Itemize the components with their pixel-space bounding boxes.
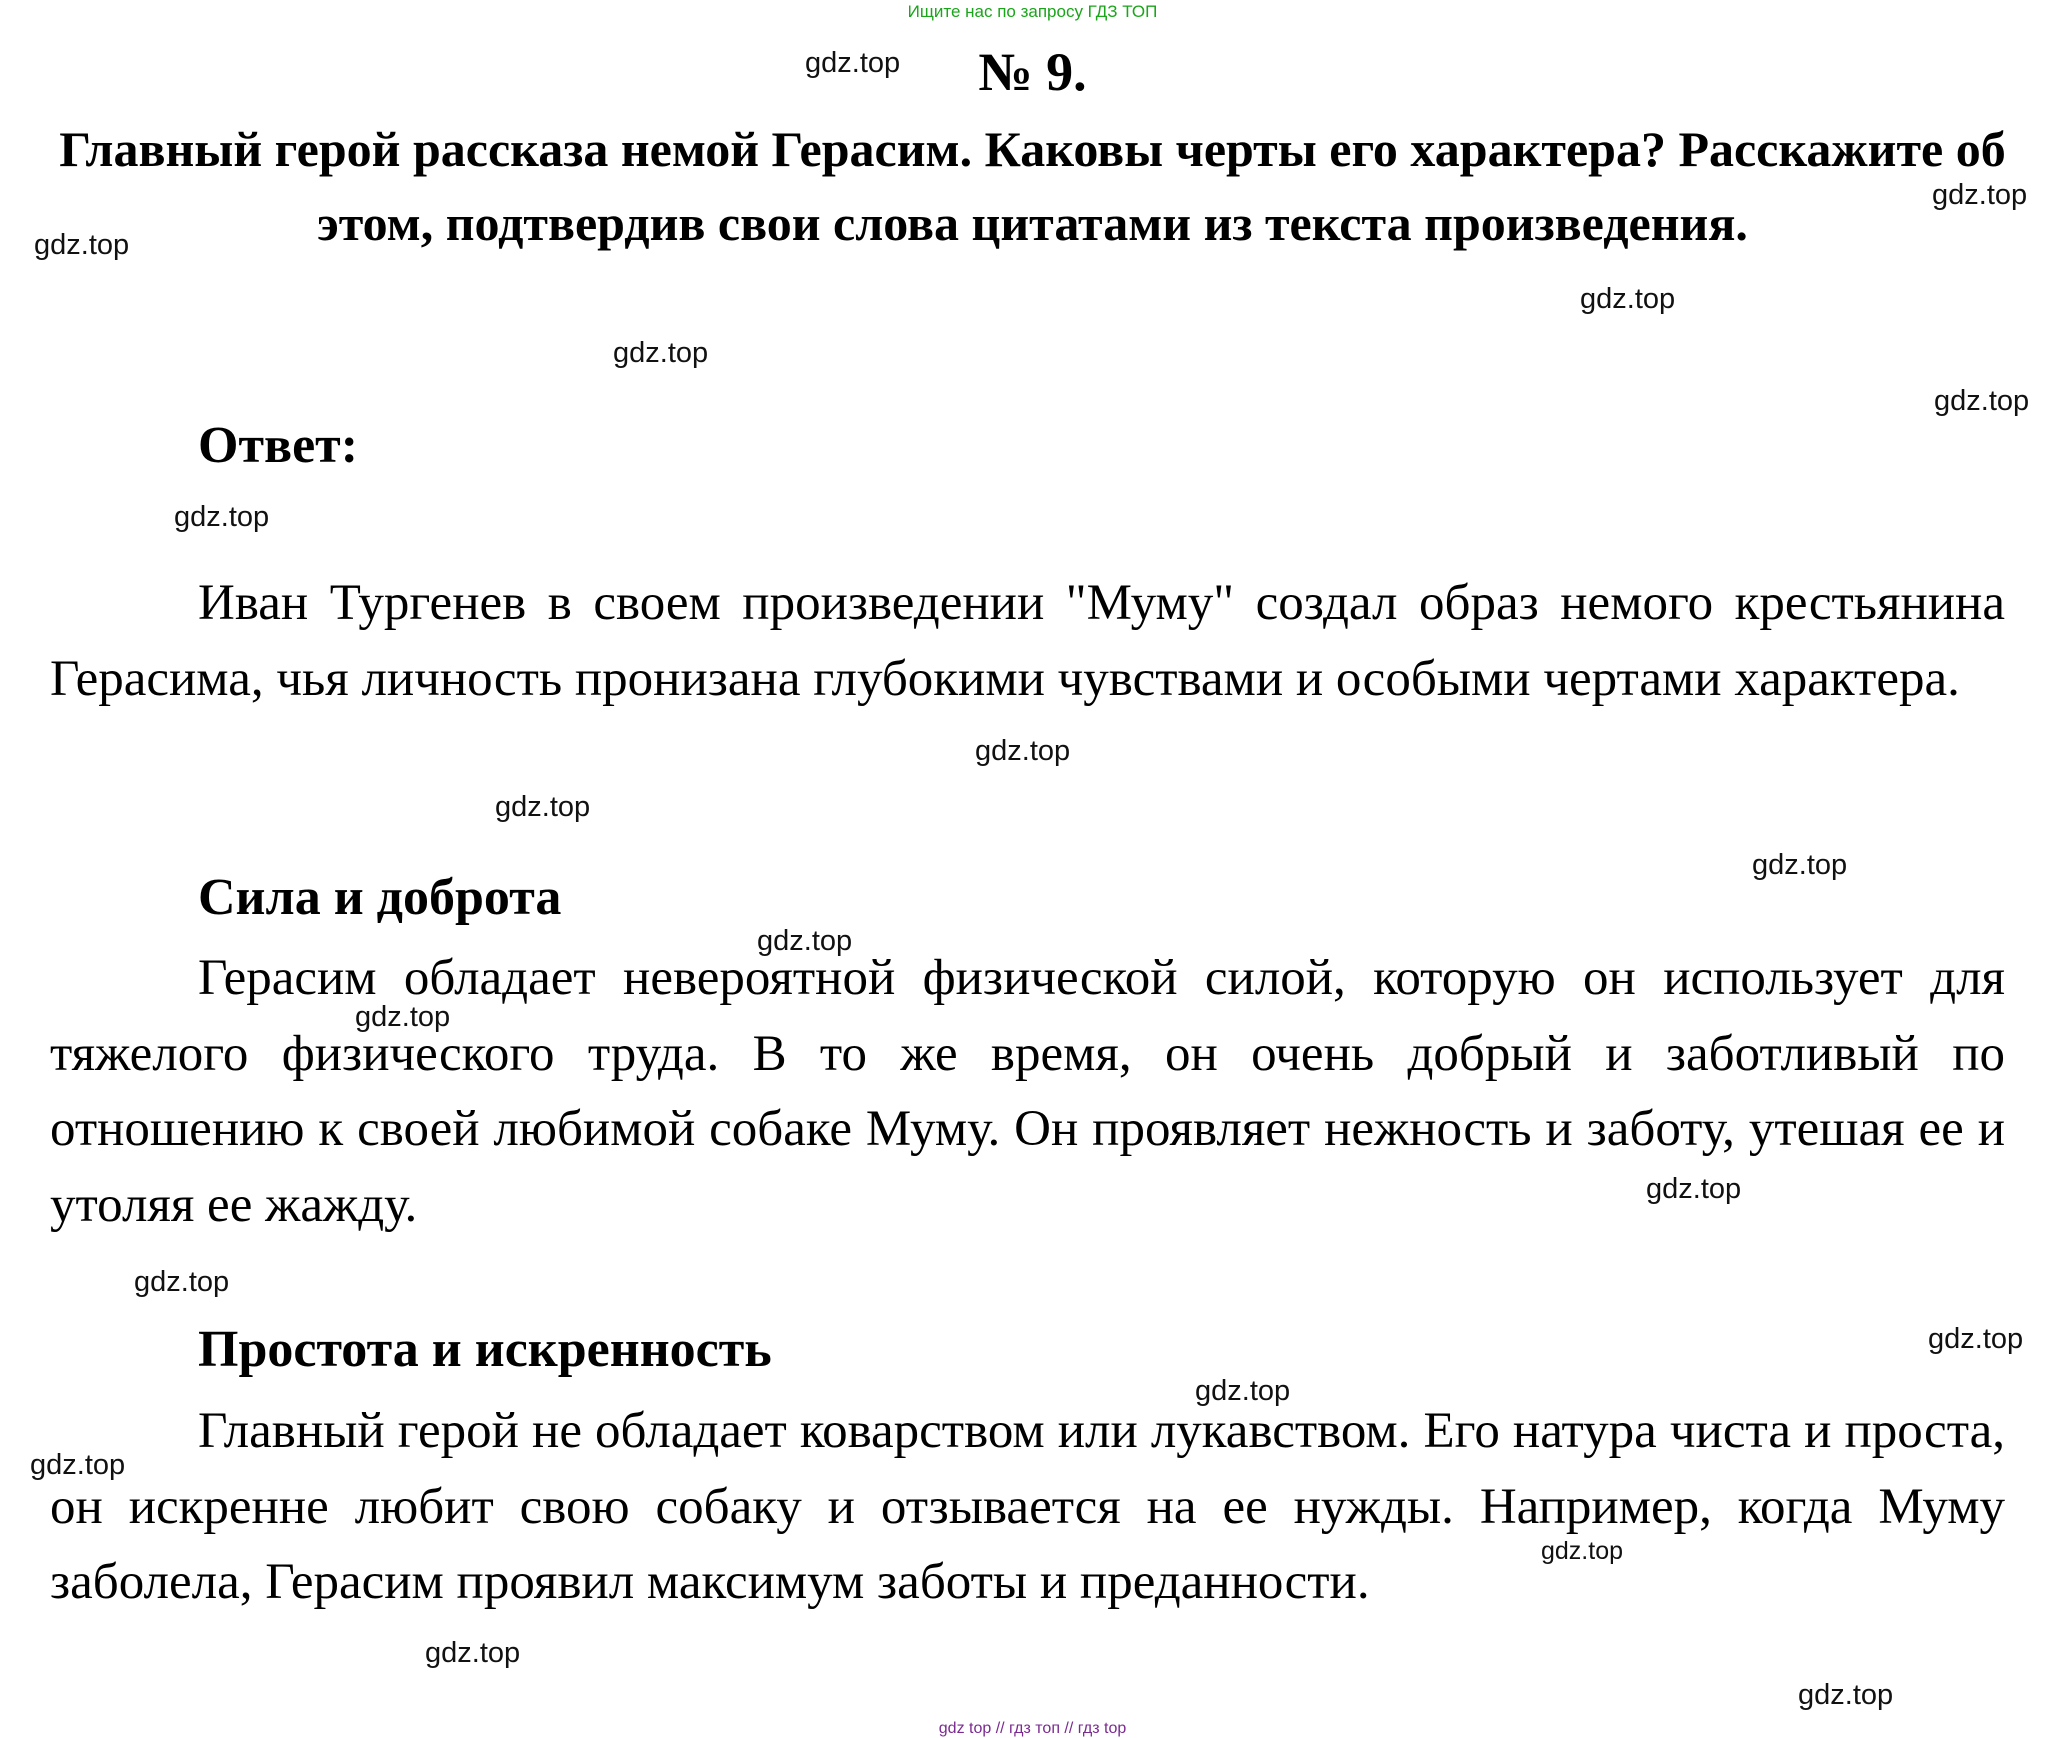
footer-watermark: gdz top // гдз топ // гдз top <box>938 1720 1127 1737</box>
watermark: gdz.top <box>757 925 853 957</box>
watermark: gdz.top <box>1195 1375 1291 1407</box>
section-text-strength: Герасим обладает невероятной физической силой, которую он использует для тяжелого физического труда. В то же время, он очень добрый и заботливый по отношению к своей любимой собаке Муму. Он проявляет нежность и заботу, утешая ее и утоляя ее жажду. <box>50 950 2005 1233</box>
answer-heading: Ответ: <box>198 417 359 474</box>
watermark: gdz.top <box>805 47 901 79</box>
watermark: gdz.top <box>34 229 130 261</box>
watermark: gdz.top <box>134 1266 230 1298</box>
watermark: gdz.top <box>1928 1323 2024 1355</box>
watermark: gdz.top <box>1752 849 1848 881</box>
task-number: № 9. <box>978 42 1087 102</box>
watermark: gdz.top <box>1541 1537 1624 1565</box>
intro-paragraph: Иван Тургенев в своем произведении "Муму" создал образ немого крестьянина Герасима, чья личность пронизана глубокими чувствами и особыми чертами характера. <box>50 575 2005 707</box>
watermark: gdz.top <box>425 1637 521 1669</box>
section-text-simplicity: Главный герой не обладает коварством или лукавством. Его натура чиста и проста, он искренне любит свою собаку и отзывается на ее нужды. Например, когда Муму заболела, Герасим проявил максимум заботы и преданности. <box>50 1403 2005 1610</box>
question-text: Главный герой рассказа немой Герасим. Каковы черты его характера? Расскажите об этом, подтвердив свои слова цитатами из текста произведения. <box>59 121 2006 251</box>
watermark: gdz.top <box>1798 1679 1894 1711</box>
watermark: gdz.top <box>174 501 270 533</box>
watermark: gdz.top <box>613 337 709 369</box>
top-banner: Ищите нас по запросу ГДЗ ТОП <box>907 2 1158 21</box>
section-heading-strength: Сила и доброта <box>198 869 562 926</box>
watermark: gdz.top <box>355 1001 451 1033</box>
watermark: gdz.top <box>1646 1173 1742 1205</box>
watermark: gdz.top <box>495 791 591 823</box>
watermark: gdz.top <box>30 1449 126 1481</box>
watermark: gdz.top <box>1580 283 1676 315</box>
watermark: gdz.top <box>975 735 1071 767</box>
section-heading-simplicity: Простота и искренность <box>198 1321 772 1378</box>
watermark: gdz.top <box>1934 385 2030 417</box>
watermark: gdz.top <box>1932 179 2028 211</box>
